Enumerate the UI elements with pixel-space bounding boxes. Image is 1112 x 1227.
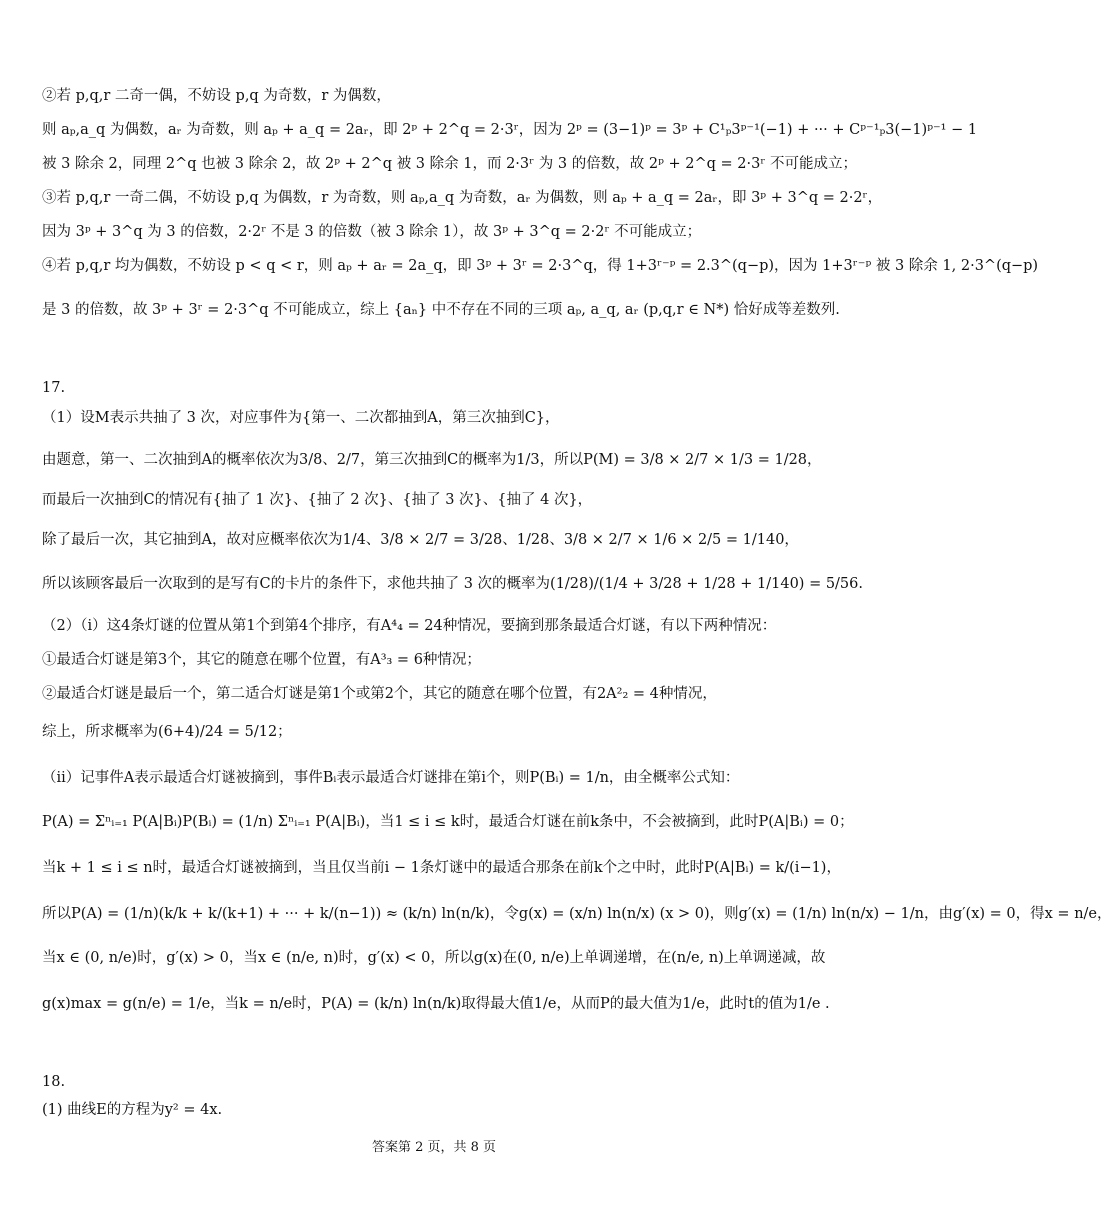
p17-line-1: （1）设M表示共抽了 3 次，对应事件为{第一、二次都抽到A，第三次抽到C}， [42,410,560,426]
p17-line-4: 除了最后一次，其它抽到A，故对应概率依次为1/4、3/8 × 2/7 = 3/28、1/28、3/8 × 2/7 × 1/6 × 2/5 = 1/140， [42,532,799,548]
p17-line-3: 而最后一次抽到C的情况有{抽了 1 次}、{抽了 2 次}、{抽了 3 次}、{抽了 4 次}， [42,492,593,508]
p16-line-5: 因为 3ᵖ + 3^q 为 3 的倍数，2·2ʳ 不是 3 的倍数（被 3 除余 1），故 3ᵖ + 3^q = 2·2ʳ 不可能成立； [42,224,702,240]
p17-line-7: ①最适合灯谜是第3个，其它的随意在哪个位置，有A³₃ = 6种情况； [42,652,481,668]
p16-line-2: 则 aₚ,a_q 为偶数，aᵣ 为奇数，则 aₚ + a_q = 2aᵣ，即 2ᵖ + 2^q = 2·3ʳ，因为 2ᵖ = (3−1)ᵖ = 3ᵖ + C¹ₚ3ᵖ⁻¹(−1) + ··· + Cᵖ⁻¹ₚ3(−1)ᵖ⁻¹ − 1 [42,122,978,138]
p16-line-7: 是 3 的倍数，故 3ᵖ + 3ʳ = 2·3^q 不可能成立，综上 {aₙ} 中不存在不同的三项 aₚ, a_q, aᵣ (p,q,r ∈ N*) 恰好成等差数列. [42,302,840,318]
p17-line-9: 综上，所求概率为(6+4)/24 = 5/12； [42,724,292,740]
question-18-number: 18. [42,1074,66,1090]
page-footer: 答案第 2 页，共 8 页 [371,1140,497,1155]
p17-line-10: （ii）记事件A表示最适合灯谜被摘到，事件Bᵢ表示最适合灯谜排在第i个，则P(Bᵢ) = 1/n，由全概率公式知： [42,770,740,786]
p17-line-14: 当x ∈ (0, n/e)时，g′(x) > 0，当x ∈ (n/e, n)时，g′(x) < 0，所以g(x)在(0, n/e)上单调递增，在(n/e, n)上单调递减，故 [42,950,826,966]
p16-line-1: ②若 p,q,r 二奇一偶，不妨设 p,q 为奇数，r 为偶数， [42,88,391,104]
p17-line-5: 所以该顾客最后一次取到的是写有C的卡片的条件下，求他共抽了 3 次的概率为(1/28)/(1/4 + 3/28 + 1/28 + 1/140) = 5/56. [42,576,863,592]
question-17-number: 17. [42,380,66,396]
p17-line-2: 由题意，第一、二次抽到A的概率依次为3/8、2/7，第三次抽到C的概率为1/3，所以P(M) = 3/8 × 2/7 × 1/3 = 1/28， [42,452,822,468]
p16-line-6: ④若 p,q,r 均为偶数，不妨设 p < q < r，则 aₚ + aᵣ = 2a_q，即 3ᵖ + 3ʳ = 2·3^q，得 1+3ʳ⁻ᵖ = 2.3^(q−p)，因为 1+3ʳ⁻ᵖ 被 3 除余 1, 2·3^(q−p) [42,258,1039,274]
p17-line-15: g(x)max = g(n/e) = 1/e，当k = n/e时，P(A) = (k/n) ln(n/k)取得最大值1/e，从而P的最大值为1/e，此时t的值为1/e . [42,996,830,1012]
p17-line-12: 当k + 1 ≤ i ≤ n时，最适合灯谜被摘到，当且仅当前i − 1条灯谜中的最适合那条在前k个之中时，此时P(A|Bᵢ) = k/(i−1)， [42,860,841,876]
p17-line-8: ②最适合灯谜是最后一个，第二适合灯谜是第1个或第2个，其它的随意在哪个位置，有2A²₂ = 4种情况， [42,686,717,702]
p16-line-4: ③若 p,q,r 一奇二偶，不妨设 p,q 为偶数，r 为奇数，则 aₚ,a_q 为奇数，aᵣ 为偶数，则 aₚ + a_q = 2aᵣ，即 3ᵖ + 3^q = 2·2ʳ， [42,190,883,206]
p17-line-13: 所以P(A) = (1/n)(k/k + k/(k+1) + ··· + k/(n−1)) ≈ (k/n) ln(n/k)，令g(x) = (x/n) ln(n/x) (x > 0)，则g′(x) = (1/n) ln(n/x) − 1/n，由g′(x) = 0，得x = n/e， [42,906,1112,922]
p16-line-3: 被 3 除余 2，同理 2^q 也被 3 除余 2，故 2ᵖ + 2^q 被 3 除余 1，而 2·3ʳ 为 3 的倍数，故 2ᵖ + 2^q = 2·3ʳ 不可能成立； [42,156,857,172]
p18-line-1: (1) 曲线E的方程为y² = 4x. [42,1102,223,1118]
p17-line-6: （2）（i）这4条灯谜的位置从第1个到第4个排序，有A⁴₄ = 24种情况，要摘到那条最适合灯谜，有以下两种情况： [42,618,777,634]
p17-line-11: P(A) = Σⁿᵢ₌₁ P(A|Bᵢ)P(Bᵢ) = (1/n) Σⁿᵢ₌₁ P(A|Bᵢ)，当1 ≤ i ≤ k时，最适合灯谜在前k条中，不会被摘到，此时P(A|Bᵢ) = 0； [42,814,854,830]
